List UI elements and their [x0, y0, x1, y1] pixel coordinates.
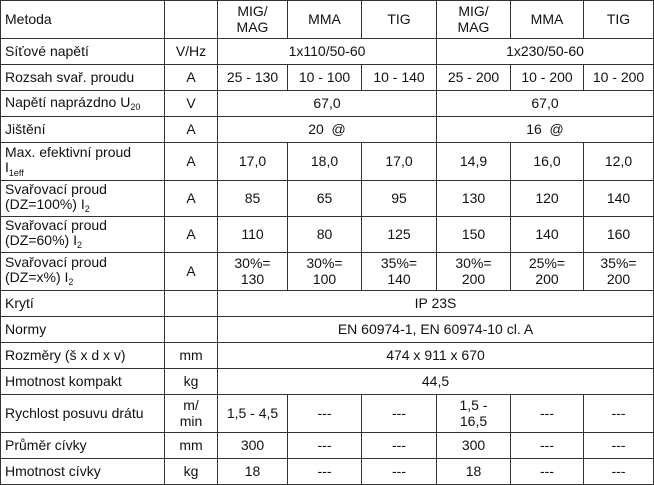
cell-value: 130 [437, 181, 511, 217]
row-label-subscript: 2 [76, 240, 82, 251]
row-label-line2: (DZ=x%) I [5, 269, 69, 286]
cell-value: 160 [584, 217, 654, 253]
row-label-line2: (DZ=60%) I [5, 232, 77, 249]
row-kryti [1, 291, 654, 317]
cell-value-merged: IP 23S [218, 291, 654, 317]
row-label-line2: I [5, 158, 9, 175]
cell-value: --- [511, 395, 584, 433]
row-unit: A [165, 181, 218, 217]
cell-value: 110 [218, 217, 288, 253]
row-label-line2: (DZ=100%) I [5, 196, 85, 213]
cell-group2: 67,0 [437, 91, 654, 117]
cell-value: --- [362, 459, 437, 485]
header-col: MIG/ MAG [437, 1, 511, 39]
row-dz100 [1, 181, 654, 217]
row-unit: A [165, 217, 218, 253]
cell-value: --- [288, 395, 362, 433]
row-label [1, 217, 165, 253]
row-label [1, 143, 165, 181]
row-label: Rozsah svař. proudu [1, 65, 165, 91]
row-unit: m/ min [165, 395, 218, 433]
cell-value: --- [362, 433, 437, 459]
row-dzx [1, 253, 654, 291]
row-unit: A [165, 117, 218, 143]
row-rozmery [1, 343, 654, 369]
cell-value: 30%= 200 [437, 253, 511, 291]
cell-value: 140 [584, 181, 654, 217]
cell-value: 30%= 130 [218, 253, 288, 291]
cell-group2: 16 @ [437, 117, 654, 143]
cell-value: 35%= 140 [362, 253, 437, 291]
row-label: Rychlost posuvu drátu [1, 395, 165, 433]
row-unit [165, 317, 218, 343]
cell-value: 80 [288, 217, 362, 253]
row-label [1, 91, 165, 117]
cell-value: 14,9 [437, 143, 511, 181]
row-label [1, 253, 165, 291]
cell-value-merged: 474 x 911 x 670 [218, 343, 654, 369]
row-label-subscript: 2 [84, 204, 90, 215]
cell-value: 300 [437, 433, 511, 459]
row-label-subscript: 20 [130, 101, 141, 112]
row-label-line1: Max. efektivní proud [5, 143, 132, 160]
cell-value: 150 [437, 217, 511, 253]
row-sitove-napeti [1, 39, 654, 65]
row-label: Krytí [1, 291, 165, 317]
cell-value: 18 [218, 459, 288, 485]
row-unit: mm [165, 433, 218, 459]
row-unit: V [165, 91, 218, 117]
row-hmotnost [1, 369, 654, 395]
header-col: TIG [584, 1, 654, 39]
row-label [1, 181, 165, 217]
cell-value: 17,0 [362, 143, 437, 181]
header-col: TIG [362, 1, 437, 39]
header-unit [165, 1, 218, 39]
cell-value: 25 - 130 [218, 65, 288, 91]
row-label-line1: Svařovací proud [5, 254, 107, 271]
row-unit: A [165, 65, 218, 91]
cell-value: 95 [362, 181, 437, 217]
header-col: MMA [511, 1, 584, 39]
cell-value: 300 [218, 433, 288, 459]
cell-value: --- [584, 433, 654, 459]
header-col: MIG/ MAG [218, 1, 288, 39]
cell-value: 17,0 [218, 143, 288, 181]
cell-group1: 67,0 [218, 91, 437, 117]
cell-value: --- [288, 433, 362, 459]
row-rozsah [1, 65, 654, 91]
cell-value: 30%= 100 [288, 253, 362, 291]
cell-value: 140 [511, 217, 584, 253]
row-max-proud [1, 143, 654, 181]
cell-value: 25 - 200 [437, 65, 511, 91]
cell-value: 10 - 100 [288, 65, 362, 91]
row-unit: A [165, 253, 218, 291]
cell-group1: 1x110/50-60 [218, 39, 437, 65]
cell-value: 1,5 - 16,5 [437, 395, 511, 433]
cell-value-merged: EN 60974-1, EN 60974-10 cl. A [218, 317, 654, 343]
row-unit [165, 291, 218, 317]
row-label: Rozměry (š x d x v) [1, 343, 165, 369]
row-label-subscript: 1eff [8, 167, 24, 178]
cell-value: 65 [288, 181, 362, 217]
cell-value: 120 [511, 181, 584, 217]
row-hmotnost-civky [1, 459, 654, 485]
cell-value: 35%= 200 [584, 253, 654, 291]
row-napeti-naprazdno [1, 91, 654, 117]
row-label: Síťové napětí [1, 39, 165, 65]
row-label-subscript: 2 [68, 277, 74, 288]
row-jisteni [1, 117, 654, 143]
cell-value: 16,0 [511, 143, 584, 181]
row-label: Hmotnost kompakt [1, 369, 165, 395]
row-unit: A [165, 143, 218, 181]
row-unit: kg [165, 369, 218, 395]
row-label: Průměr cívky [1, 433, 165, 459]
cell-value: 10 - 140 [362, 65, 437, 91]
cell-group1: 20 @ [218, 117, 437, 143]
cell-value: 1,5 - 4,5 [218, 395, 288, 433]
cell-value: 12,0 [584, 143, 654, 181]
row-unit: mm [165, 343, 218, 369]
cell-value: 25%= 200 [511, 253, 584, 291]
cell-value: --- [288, 459, 362, 485]
row-unit: kg [165, 459, 218, 485]
cell-value: 10 - 200 [511, 65, 584, 91]
row-dz60 [1, 217, 654, 253]
row-label: Hmotnost cívky [1, 459, 165, 485]
cell-value: 85 [218, 181, 288, 217]
cell-group2: 1x230/50-60 [437, 39, 654, 65]
row-unit: V/Hz [165, 39, 218, 65]
row-label-line1: Svařovací proud [5, 217, 107, 234]
cell-value: 10 - 200 [584, 65, 654, 91]
cell-value: 125 [362, 217, 437, 253]
row-label: Normy [1, 317, 165, 343]
cell-value: --- [511, 433, 584, 459]
cell-value: --- [584, 459, 654, 485]
row-label-line1: Svařovací proud [5, 181, 107, 198]
cell-value: --- [511, 459, 584, 485]
row-normy [1, 317, 654, 343]
cell-value-merged: 44,5 [218, 369, 654, 395]
row-prumer [1, 433, 654, 459]
header-col: MMA [288, 1, 362, 39]
row-posuv [1, 395, 654, 433]
header-metoda: Metoda [1, 1, 165, 39]
row-label-text: Napětí naprázdno U [5, 93, 131, 110]
cell-value: 18,0 [288, 143, 362, 181]
row-label: Jištění [1, 117, 165, 143]
cell-value: --- [362, 395, 437, 433]
cell-value: --- [584, 395, 654, 433]
cell-value: 18 [437, 459, 511, 485]
header-row [1, 1, 654, 39]
